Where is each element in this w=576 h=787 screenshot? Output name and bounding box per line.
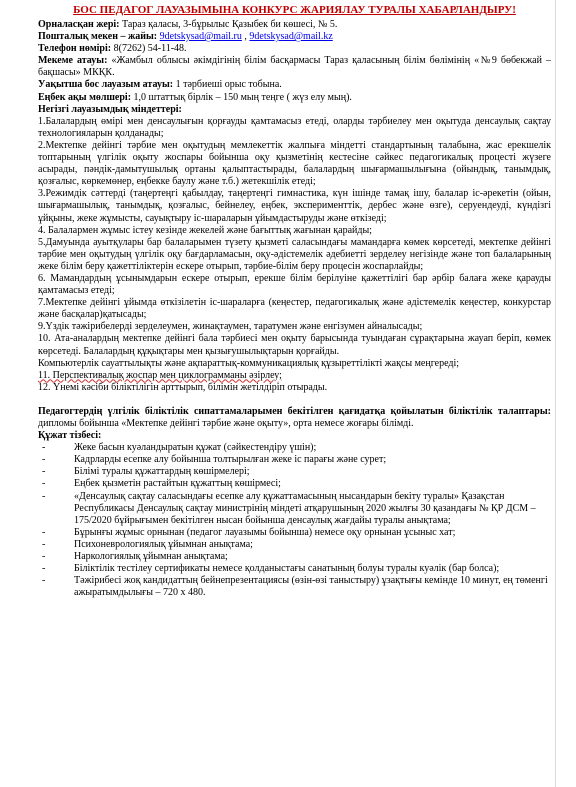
location-label: Орналасқан жері: xyxy=(38,19,120,30)
duty-item: 2.Мектепке дейінгі тәрбие мен оқытудың мемлекеттік жалпыға міндетті стандартының талабына, жас ерекшелік топтарының үлгілік оқыту жоспары бойынша оқу қызметінің кестесіне сәйкес педагогикалық процесті жүзеге асырады, пәндік-дамытушылық ортаны қалыптастырады, балалардың шығармашылығына (ойындық, танымдық, қозғалыс, көркемөнер, еңбекке баулу және т.б.) жетекшілік етеді; xyxy=(38,139,551,188)
list-dash: - xyxy=(42,575,46,587)
duty-item: 1.Балалардың өмірі мен денсаулығын қорғауды қамтамасыз етеді, оларды тәрбиелеу мен оқытуда денсаулық сақтау технологияларын қолданады; xyxy=(38,115,551,139)
org-label: Мекеме атауы: xyxy=(38,55,108,67)
salary-value: 1,0 штаттық бірлік – 150 мың теңге ( жүз елу мың). xyxy=(131,91,352,103)
duty-item: 5.Дамуында ауытқулары бар балаларымен түзету қызметі саласындағы мамандарға көмек көрсетеді, мектепке дейінгі тәрбие мен оқытудың үлгілік оқу бағдарламасын, оқу-әдістемелік әдебиетті зерделеу негізінде және топ балаларының жеке білім беру қажеттіліктерін ескере отырып, тәрбие-білім беру процесін жоспарлайды; xyxy=(38,236,551,272)
email-link-kz[interactable]: 9detskysad@mail.kz xyxy=(249,31,333,43)
document-text: Еңбек қызметін растайтын құжаттың көшірмесі; xyxy=(74,478,281,490)
document-item xyxy=(38,539,551,551)
document-item xyxy=(38,491,551,527)
email-separator: , xyxy=(241,31,250,43)
duty-item-spellcheck: 11. Перспективалық жоспар мен циклограмманы әзірлеу; xyxy=(38,369,282,381)
vacancy-row xyxy=(38,79,551,91)
duty-item: Компьютерлік сауаттылықты және ақпараттық-коммуникациялық құзыреттілікті жақсы меңгереді; xyxy=(38,357,460,369)
list-dash: - xyxy=(42,478,46,490)
document-text: Кадрларды есепке алу бойынша толтырылған жеке іс парағы және сурет; xyxy=(74,454,387,466)
vacancy-value: 1 тәрбиеші орыс тобына. xyxy=(173,79,282,91)
duty-item: 3.Режимдік сәттерді (таңертеңгі қабылдау, таңертеңгі гимнастика, күн ішінде тамақ ішу, балалар іс-әрекетін (ойын, шығармашылық, танымдық, қозғалыс, бейнелеу, еңбек, эксперименттік, дербес және өзге), серуендеуді, күндізгі ұйқыны, жеке жұмысты, сауықтыру іс-шараларын ұйымдастыруды және өткізеді; xyxy=(38,188,551,224)
duty-item: 7.Мектепке дейінгі ұйымда өткізілетін іс-шараларға (кеңестер, педагогикалық және әдістемелік кеңестер, конкурстар және басқалар)қатысады; xyxy=(38,297,551,321)
document-item xyxy=(38,563,551,575)
list-dash: - xyxy=(42,490,46,502)
duty-item: 12. Үнемі кәсіби біліктілігін арттырып, білімін жетілдіріп отырады. xyxy=(38,381,328,393)
list-dash: - xyxy=(42,563,46,575)
list-dash: - xyxy=(42,466,46,478)
document-item xyxy=(38,454,551,466)
salary-label: Еңбек ақы мөлшері: xyxy=(38,91,132,103)
vacancy-label: Уақытша бос лауазым атауы: xyxy=(38,79,174,91)
postal-row xyxy=(38,31,551,43)
email-link-ru[interactable]: 9detskysad@mail.ru xyxy=(159,31,242,43)
duty-item: 4. Балалармен жұмыс істеу кезінде жекелей және бағыттық жағынан қарайды; xyxy=(38,224,372,236)
announcement-title: БОС ПЕДАГОГ ЛАУАЗЫМЫНА КОНКУРС ЖАРИЯЛАУ ТУРАЛЫ ХАБАРЛАНДЫРУ! xyxy=(73,4,516,16)
document-item xyxy=(38,527,551,539)
postal-label: Пошталық мекен – жайы: xyxy=(38,31,160,43)
list-dash: - xyxy=(42,454,46,466)
page-edge-line xyxy=(555,0,556,787)
duty-item: 10. Ата-аналардың мектепке дейінгі бала тәрбиесі мен оқыту барысында туындаған сұрақтарына жауап беріп, көмек көрсетеді. Балалардың құқықтары мен қызығушылықтарын қорғайды. xyxy=(38,333,551,357)
docs-heading: Құжат тізбесі: xyxy=(38,430,102,442)
document-text: Жеке басын куәландыратын құжат (сәйкестендіру үшін); xyxy=(74,442,317,454)
announcement-document xyxy=(38,4,551,599)
documents-list xyxy=(38,442,551,599)
document-text: Наркологиялық ұйымнан анықтама; xyxy=(74,551,228,563)
document-text: Бұрынғы жұмыс орнынан (педагог лауазымы бойынша) немесе оқу орнынан ұсыныс хат; xyxy=(74,526,456,538)
document-item xyxy=(38,575,551,599)
requirements-row xyxy=(38,406,551,430)
phone-value: 8(7262) 54-11-48. xyxy=(113,43,187,55)
phone-label: Телефон нөмірі: xyxy=(38,43,114,55)
document-text: Біліктілік тестілеу сертификаты немесе қолданыстағы санатының болуы туралы куәлік (бар болса); xyxy=(74,563,500,575)
document-text: Психоневрологиялық ұйымнан анықтама; xyxy=(74,538,253,550)
document-text: Тәжірибесі жоқ кандидаттың бейнепрезентациясы (өзін-өзі таныстыру) ұзақтығы кемінде 10 минут, ең төменгі ажыратымдылығы – 720 х 480. xyxy=(74,575,548,599)
phone-row xyxy=(38,43,551,55)
requirements-value: дипломы бойынша «Мектепке дейінгі тәрбие және оқыту», орта немесе жоғары білімді. xyxy=(38,418,414,429)
list-dash: - xyxy=(42,551,46,563)
list-dash: - xyxy=(42,442,46,454)
location-value: Тараз қаласы, 3-бұрылыс Қазыбек би көшесі, № 5. xyxy=(119,19,338,30)
document-text: «Денсаулық сақтау саласындағы есепке алу құжаттамасының нысандарын бекіту туралы» Қазақстан Республикасы Денсаулық сақтау министрінің міндеті атқарушының 2020 жылғы 30 қазандағы № ҚР ДСМ – 175/2020 бұйрығымен бекітілген нысан бойынша денсаулық жағдайы туралы анықтама; xyxy=(74,490,536,526)
document-item xyxy=(38,551,551,563)
document-item xyxy=(38,478,551,490)
duties-heading: Негізгі лауазымдық міндеттері: xyxy=(38,103,182,115)
document-text: Білімі туралы құжаттардың көшірмелері; xyxy=(74,466,250,478)
list-dash: - xyxy=(42,526,46,538)
requirements-label: Педагогтердің үлгілік біліктілік сипаттамаларымен бекітілген қағидатқа қойылатын біліктілік талаптары: xyxy=(38,405,551,417)
document-item xyxy=(38,442,551,454)
list-dash: - xyxy=(42,538,46,550)
org-row xyxy=(38,55,551,79)
duty-item: 9.Үздік тәжірибелерді зерделеумен, жинақтаумен, таратумен және енгізумен айналысады; xyxy=(38,321,423,333)
duty-item: 6. Мамандардың ұсынымдарын ескере отырып, ерекше білім берілуіне қажеттілігі бар әрбір балаға жеке қарауды қамтамасыз етеді; xyxy=(38,272,551,297)
document-item xyxy=(38,466,551,478)
location-row xyxy=(38,19,551,31)
org-value: «Жамбыл облысы әкімдігінің білім басқармасы Тараз қаласының білім бөлімінің «№9 бөбекжай – бақшасы» МКҚК. xyxy=(38,55,551,79)
spacer xyxy=(38,394,551,406)
salary-row xyxy=(38,92,551,104)
